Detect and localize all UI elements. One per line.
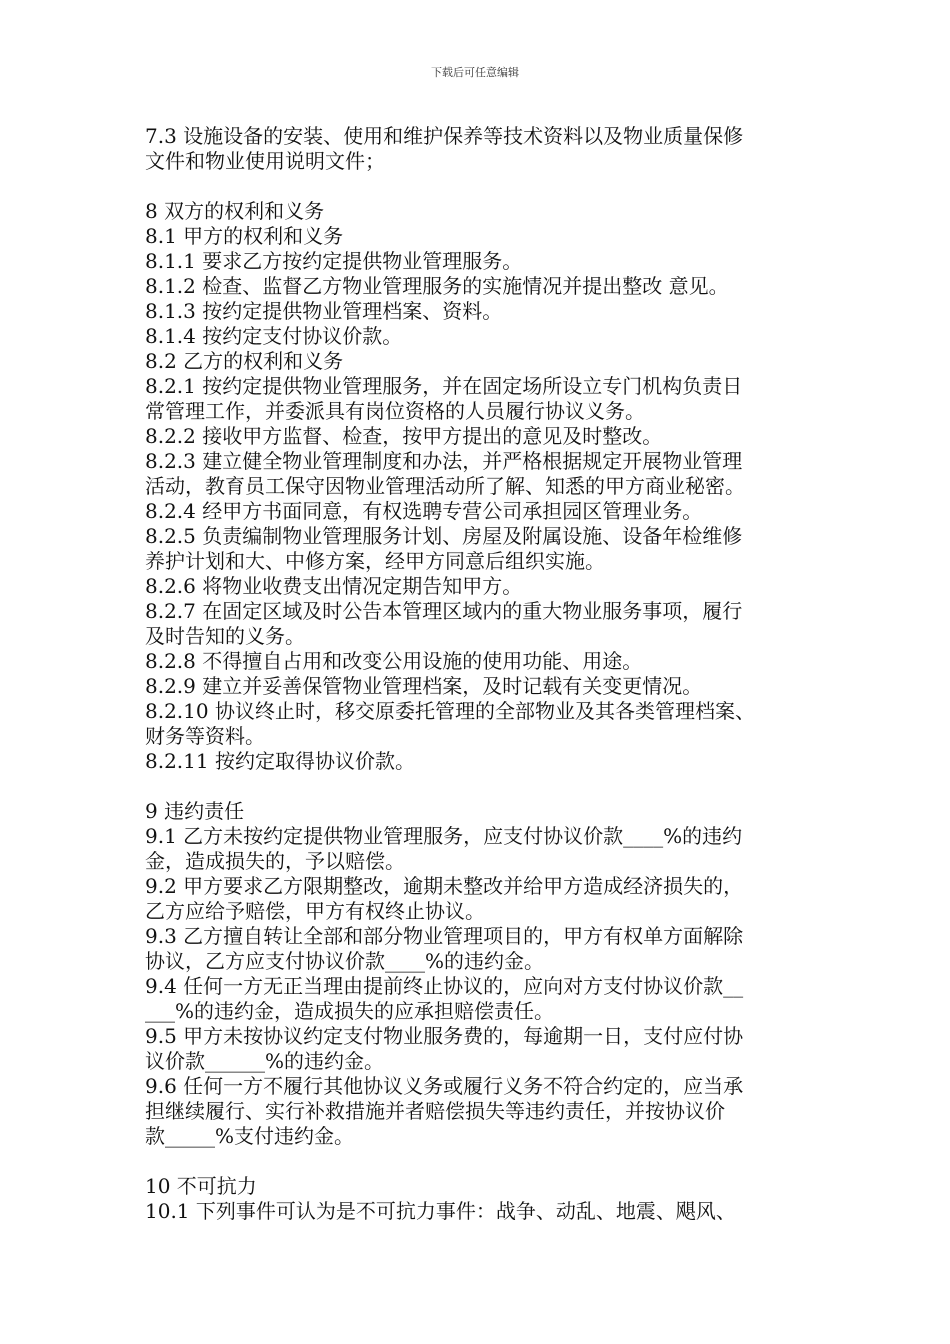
text-line: 文件和物业使用说明文件；: [145, 149, 385, 173]
text-line: 8.2.8 不得擅自占用和改变公用设施的使用功能、用途。: [145, 649, 643, 673]
text-line: 担继续履行、实行补救措施并者赔偿损失等违约责任，并按协议价: [145, 1099, 725, 1123]
text-line: 及时告知的义务。: [145, 624, 305, 648]
text-line: 8.1.3 按约定提供物业管理档案、资料。: [145, 299, 503, 323]
text-line: 财务等资料。: [145, 724, 265, 748]
text-line: 活动，教育员工保守因物业管理活动所了解、知悉的甲方商业秘密。: [145, 474, 745, 498]
page-header: 下载后可任意编辑: [431, 66, 519, 79]
text-line: 8.2.6 将物业收费支出情况定期告知甲方。: [145, 574, 523, 598]
text-line: 8.2.4 经甲方书面同意，有权选聘专营公司承担园区管理业务。: [145, 499, 703, 523]
text-line: 7.3 设施设备的安装、使用和维护保养等技术资料以及物业质量保修: [145, 124, 744, 148]
text-line: 8.2.10 协议终止时，移交原委托管理的全部物业及其各类管理档案、: [145, 699, 755, 723]
text-line: 8.2.1 按约定提供物业管理服务，并在固定场所设立专门机构负责日: [145, 374, 743, 398]
text-line: 8.2.2 接收甲方监督、检查，按甲方提出的意见及时整改。: [145, 424, 663, 448]
text-line: 常管理工作，并委派具有岗位资格的人员履行协议义务。: [145, 399, 645, 423]
text-line: 乙方应给予赔偿，甲方有权终止协议。: [145, 899, 485, 923]
text-line: 协议，乙方应支付协议价款____%的违约金。: [145, 949, 545, 973]
text-line: 9.3 乙方擅自转让全部和部分物业管理项目的，甲方有权单方面解除: [145, 924, 744, 948]
text-line: 8 双方的权利和义务: [145, 199, 325, 223]
text-line: 9.6 任何一方不履行其他协议义务或履行义务不符合约定的，应当承: [145, 1074, 744, 1098]
document-body: [145, 124, 825, 1224]
text-line: 10.1 下列事件可认为是不可抗力事件：战争、动乱、地震、飓风、: [145, 1199, 736, 1223]
text-line: 养护计划和大、中修方案，经甲方同意后组织实施。: [145, 549, 605, 573]
text-line: 议价款______%的违约金。: [145, 1049, 385, 1073]
text-line: 8.2.11 按约定取得协议价款。: [145, 749, 415, 773]
text-line: 9.2 甲方要求乙方限期整改，逾期未整改并给甲方造成经济损失的，: [145, 874, 744, 898]
blank-line: [145, 174, 825, 199]
text-line: 8.1.1 要求乙方按约定提供物业管理服务。: [145, 249, 523, 273]
text-line: 8.2 乙方的权利和义务: [145, 349, 344, 373]
text-line: 9 违约责任: [145, 799, 245, 823]
blank-line: [145, 774, 825, 799]
text-line: 8.1.2 检查、监督乙方物业管理服务的实施情况并提出整改 意见。: [145, 274, 729, 298]
text-line: 8.2.7 在固定区域及时公告本管理区域内的重大物业服务事项，履行: [145, 599, 743, 623]
text-line: 10 不可抗力: [145, 1174, 257, 1198]
text-line: 8.2.3 建立健全物业管理制度和办法，并严格根据规定开展物业管理: [145, 449, 743, 473]
text-line: 金，造成损失的，予以赔偿。: [145, 849, 405, 873]
text-line: 8.2.9 建立并妥善保管物业管理档案，及时记载有关变更情况。: [145, 674, 703, 698]
text-line: 8.2.5 负责编制物业管理服务计划、房屋及附属设施、设备年检维修: [145, 524, 743, 548]
blank-line: [145, 1149, 825, 1174]
text-line: 8.1 甲方的权利和义务: [145, 224, 344, 248]
text-line: 款_____%支付违约金。: [145, 1124, 355, 1148]
text-line: 9.1 乙方未按约定提供物业管理服务，应支付协议价款____%的违约: [145, 824, 743, 848]
text-line: 9.4 任何一方无正当理由提前终止协议的，应向对方支付协议价款__: [145, 974, 744, 998]
text-line: 9.5 甲方未按协议约定支付物业服务费的，每逾期一日，支付应付协: [145, 1024, 744, 1048]
text-line: ___%的违约金，造成损失的应承担赔偿责任。: [145, 999, 555, 1023]
text-line: 8.1.4 按约定支付协议价款。: [145, 324, 403, 348]
